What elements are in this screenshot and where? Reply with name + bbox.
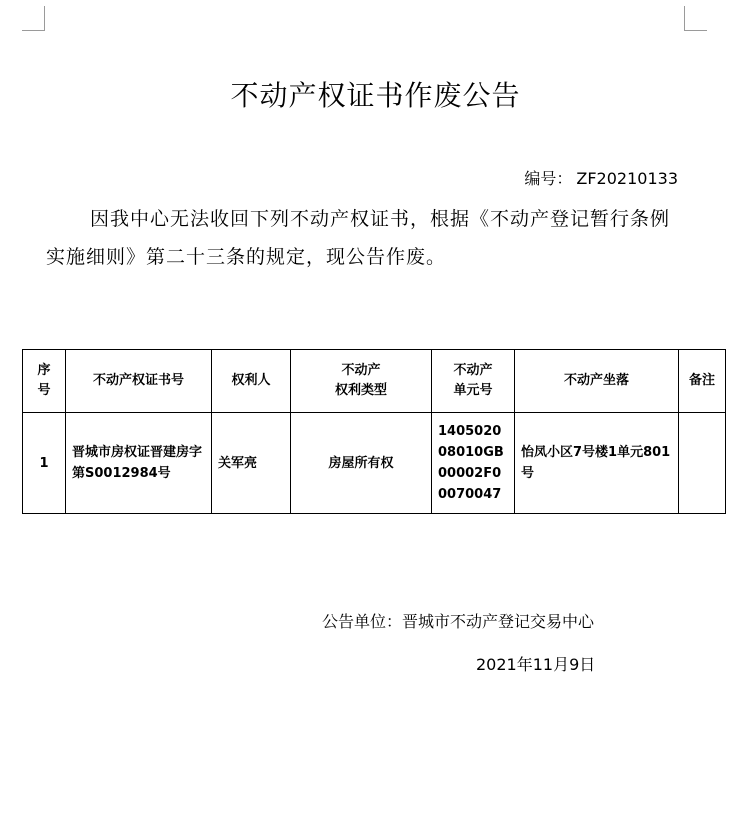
header-certificate-no: 不动产权证书号 — [66, 350, 212, 413]
header-note: 备注 — [679, 350, 726, 413]
table-header-row — [23, 350, 726, 413]
page-corner-mark-top-right — [684, 6, 707, 31]
header-location: 不动产坐落 — [515, 350, 679, 413]
header-owner: 权利人 — [212, 350, 291, 413]
issuer-line — [322, 609, 594, 632]
announcement-body: 因我中心无法收回下列不动产权证书，根据《不动产登记暂行条例实施细则》第二十三条的规定，现公告作废。 — [46, 208, 671, 268]
table-row — [23, 413, 726, 514]
document-number-value: ZF20210133 — [576, 169, 678, 188]
announcement-date: 2021年11月9日 — [476, 655, 596, 674]
cell-seq: 1 — [23, 413, 66, 514]
document-title: 不动产权证书作废公告 — [230, 79, 521, 112]
cell-owner: 关军亮 — [212, 413, 291, 514]
page-corner-mark-top-left — [22, 6, 45, 31]
cell-unit-no: 140502008010GB00002F00070047 — [432, 413, 515, 514]
header-seq: 序 号 — [23, 350, 66, 413]
cell-note — [679, 413, 726, 514]
issuer-value: 晋城市不动产登记交易中心 — [402, 612, 595, 631]
issuer-label: 公告单位： — [322, 612, 403, 631]
cell-certificate-no: 晋城市房权证晋建房字第S0012984号 — [66, 413, 212, 514]
document-number — [524, 166, 678, 189]
header-unit-no: 不动产 单元号 — [432, 350, 515, 413]
void-certificates-table — [22, 349, 726, 514]
cell-right-type: 房屋所有权 — [291, 413, 432, 514]
header-right-type: 不动产 权利类型 — [291, 350, 432, 413]
document-number-label: 编号： — [524, 169, 573, 188]
cell-location: 怡凤小区7号楼1单元801号 — [515, 413, 679, 514]
